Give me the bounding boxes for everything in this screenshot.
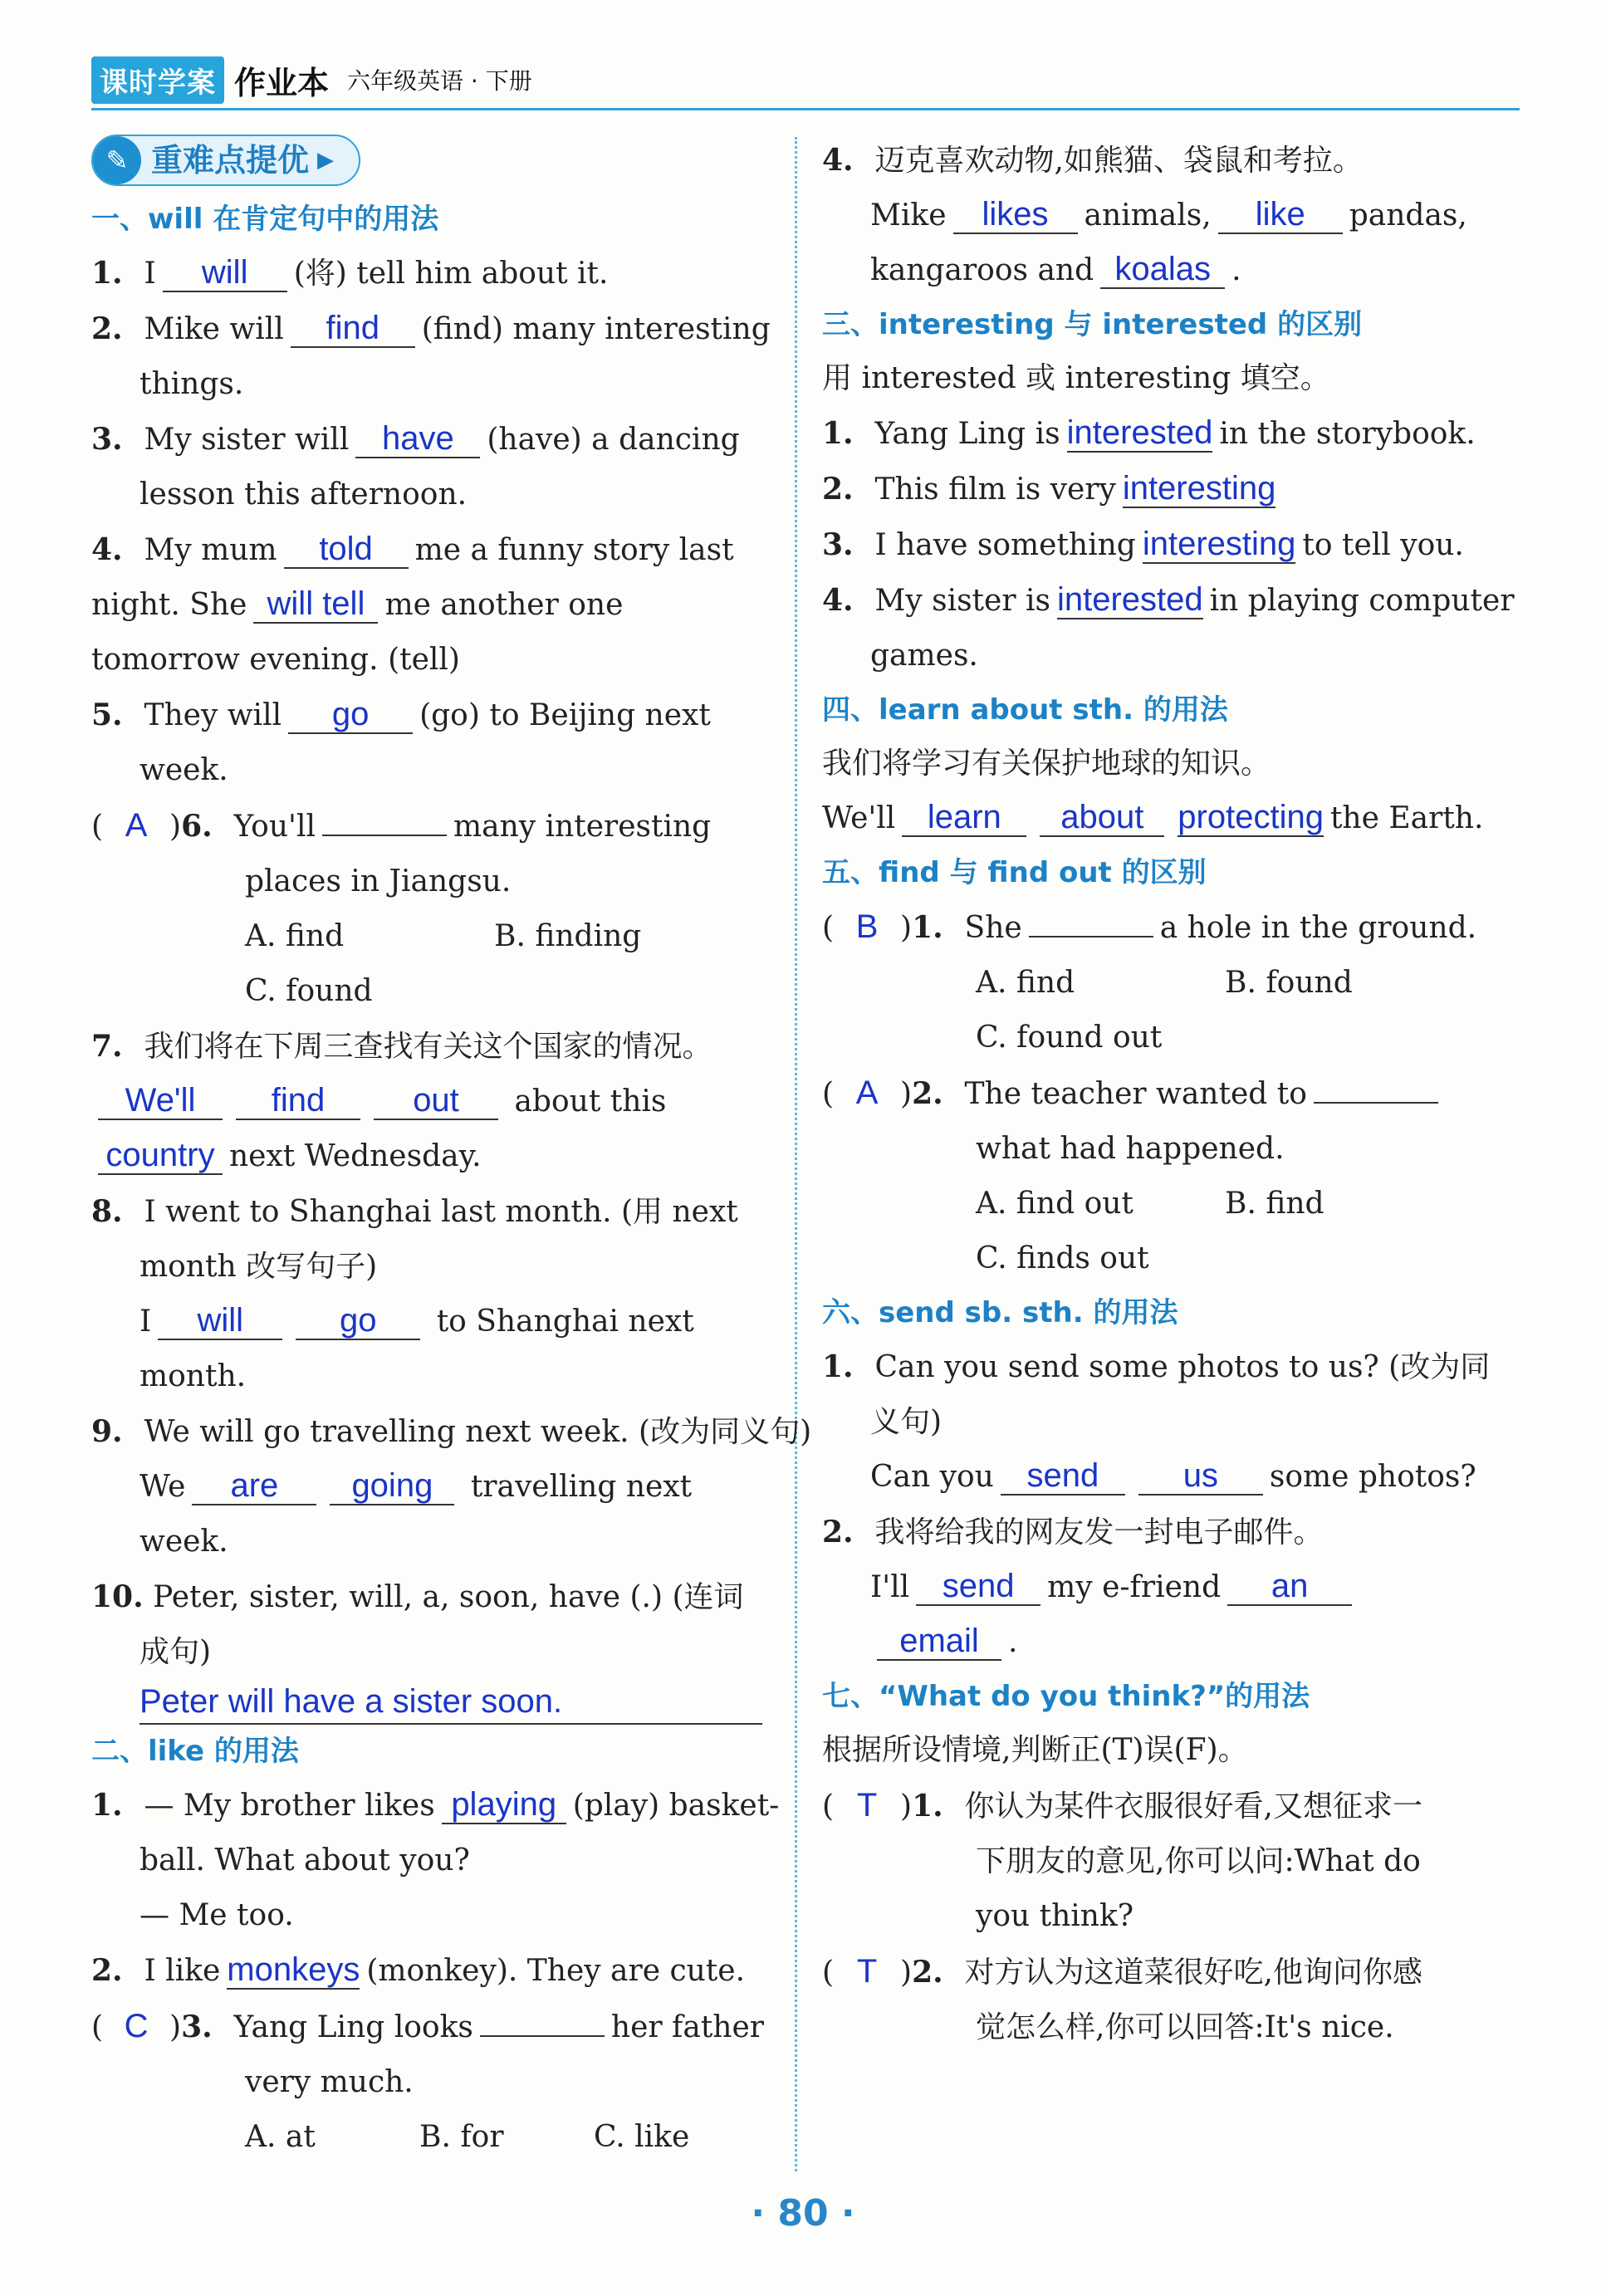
question-cont: 觉怎么样,你可以回答:It's nice. xyxy=(976,2010,1394,2044)
brand-label: 课时学案 xyxy=(91,56,224,104)
instruction: 我们将学习有关保护地球的知识。 xyxy=(822,747,1271,781)
question-cont: things. xyxy=(140,367,244,401)
section-heading: 二、like 的用法 xyxy=(91,1735,299,1768)
question-item: 1. Can you send some photos to us? (改为同 xyxy=(822,1349,1491,1384)
options-row: C. found out xyxy=(976,1021,1163,1055)
answer-line[interactable]: Peter will have a sister soon. xyxy=(140,1680,762,1725)
section-badge xyxy=(91,135,360,186)
question-item: 1. Yang Ling is interested in the storybook. xyxy=(822,414,1476,451)
answer-blank[interactable]: are xyxy=(192,1467,316,1505)
instruction: 根据所设情境,判断正(T)误(F)。 xyxy=(822,1733,1248,1767)
answer-blank[interactable]: email xyxy=(877,1623,1001,1661)
answer-blank[interactable]: will xyxy=(163,254,287,292)
answer-blank[interactable]: find xyxy=(236,1082,360,1120)
answer-blank[interactable]: go xyxy=(288,696,413,734)
section-heading: 一、will 在肯定句中的用法 xyxy=(91,203,439,236)
answer-blank[interactable]: interested xyxy=(1056,581,1203,618)
question-cont: what had happened. xyxy=(976,1132,1285,1166)
right-column xyxy=(822,133,1520,2055)
question-cont: country next Wednesday. xyxy=(91,1129,789,1184)
answer-blank[interactable]: going xyxy=(330,1467,454,1505)
question-cont: week. xyxy=(140,753,228,787)
question-item: ( A )2. The teacher wanted to xyxy=(822,1065,1520,1122)
instruction: 用 interested 或 interesting 填空。 xyxy=(822,361,1330,395)
options-row: C. finds out xyxy=(976,1241,1149,1275)
question-item: 9. We will go travelling next week. (改为同义句) xyxy=(91,1414,812,1449)
answer-blank[interactable]: monkeys xyxy=(227,1951,360,1988)
question-cont: night. She will tell me another one xyxy=(91,585,624,622)
question-item: 2. I like monkeys (monkey). They are cute. xyxy=(91,1951,746,1988)
question-cont: I will go to Shanghai next xyxy=(140,1302,694,1339)
options-row: A. at B. for C. like xyxy=(245,2120,690,2154)
question-cont: We'll find out about this xyxy=(91,1075,789,1129)
question-cont: — Me too. xyxy=(140,1898,294,1932)
question-item: 4. 迈克喜欢动物,如熊猫、袋鼠和考拉。 xyxy=(822,143,1363,178)
badge-label: 重难点提优 xyxy=(151,142,310,179)
answer-blank[interactable]: send xyxy=(916,1568,1040,1606)
question-cont: places in Jiangsu. xyxy=(245,864,512,898)
question-cont: email . xyxy=(822,1615,1520,1670)
question-cont: month. xyxy=(140,1359,247,1393)
answer-blank[interactable]: likes xyxy=(953,196,1078,234)
question-item: We'll learn about protecting the Earth. xyxy=(822,799,1484,835)
empty-blank xyxy=(1314,1102,1438,1104)
answer-blank[interactable]: us xyxy=(1138,1457,1263,1496)
choice-answer[interactable]: B xyxy=(855,908,879,945)
question-item: ( A )6. You'll many interesting xyxy=(91,798,789,854)
question-cont: kangaroos and koalas . xyxy=(870,251,1241,287)
page-number: · 80 · xyxy=(751,2192,855,2235)
question-item: 10. Peter, sister, will, a, soon, have (.) (连词 xyxy=(91,1579,744,1614)
question-item: 1. — My brother likes playing (play) basket- xyxy=(91,1786,780,1823)
question-cont: 成句) xyxy=(140,1635,212,1669)
options-row: A. find B. found xyxy=(976,966,1353,1000)
answer-blank[interactable]: interested xyxy=(1066,414,1213,451)
answer-blank[interactable]: country xyxy=(98,1137,223,1175)
answer-blank[interactable]: like xyxy=(1218,196,1343,234)
question-cont: month 改写句子) xyxy=(140,1250,378,1284)
question-item: 3. I have something interesting to tell you. xyxy=(822,526,1464,562)
options-row: A. find out B. find xyxy=(976,1187,1324,1221)
question-cont: lesson this afternoon. xyxy=(140,477,468,512)
question-item: ( T )2. 对方认为这道菜很好吃,他询问你感 xyxy=(822,1944,1520,2000)
question-cont: Mike likes animals, like pandas, xyxy=(870,196,1467,233)
question-item: 7. 我们将在下周三查找有关这个国家的情况。 xyxy=(91,1029,712,1064)
choice-answer[interactable]: T xyxy=(856,1953,878,1990)
answer-blank[interactable]: an xyxy=(1227,1568,1352,1606)
choice-answer[interactable]: A xyxy=(855,1075,879,1111)
answer-blank[interactable]: out xyxy=(374,1082,498,1120)
question-cont: Can you send us some photos? xyxy=(870,1457,1476,1494)
question-cont: 义句) xyxy=(870,1405,943,1439)
question-cont: you think? xyxy=(976,1899,1134,1933)
empty-blank xyxy=(1029,936,1153,937)
question-cont: We are going travelling next xyxy=(140,1467,693,1504)
answer-blank[interactable]: interesting xyxy=(1142,526,1296,562)
answer-blank[interactable]: will xyxy=(158,1302,282,1340)
question-cont: tomorrow evening. (tell) xyxy=(91,643,460,677)
question-item: 3. My sister will have (have) a dancing xyxy=(91,420,740,457)
question-cont: 下朋友的意见,你可以问:What do xyxy=(976,1844,1421,1878)
question-item: 2. This film is very interesting xyxy=(822,470,1276,507)
question-item: 5. They will go (go) to Beijing next xyxy=(91,696,711,732)
choice-answer[interactable]: T xyxy=(856,1787,878,1824)
question-item: 1. I will (将) tell him about it. xyxy=(91,254,609,291)
question-cont: games. xyxy=(870,639,978,673)
header-divider xyxy=(91,108,1520,110)
section-heading: 六、send sb. sth. 的用法 xyxy=(822,1296,1178,1329)
question-item: ( T )1. 你认为某件衣服很好看,又想征求一 xyxy=(822,1778,1520,1834)
section-heading: 四、learn about sth. 的用法 xyxy=(822,693,1228,727)
choice-answer[interactable]: C xyxy=(124,2008,149,2044)
choice-answer[interactable]: A xyxy=(125,807,148,844)
empty-blank xyxy=(322,835,447,836)
book-title: 作业本 xyxy=(234,64,330,101)
pencil-icon: ✎ xyxy=(93,136,141,184)
answer-blank[interactable]: interesting xyxy=(1122,470,1276,507)
play-arrow-icon: ▶ xyxy=(317,148,335,173)
answer-blank[interactable]: find xyxy=(291,310,415,348)
question-item: 8. I went to Shanghai last month. (用 next xyxy=(91,1194,738,1229)
question-cont: week. xyxy=(140,1525,228,1559)
question-item: 4. My sister is interested in playing computer xyxy=(822,581,1515,618)
options-row: C. found xyxy=(245,974,373,1008)
empty-blank xyxy=(480,2035,605,2037)
question-cont: ball. What about you? xyxy=(140,1843,470,1877)
left-column xyxy=(91,133,812,2165)
page-header xyxy=(91,56,532,103)
answer-blank[interactable]: koalas xyxy=(1100,251,1225,289)
question-item: 2. Mike will find (find) many interesting xyxy=(91,310,771,346)
answer-blank[interactable]: have xyxy=(355,420,480,458)
column-divider xyxy=(795,137,797,2171)
question-item: 2. 我将给我的网友发一封电子邮件。 xyxy=(822,1515,1324,1549)
question-item: 4. My mum told me a funny story last xyxy=(91,531,734,567)
question-cont: very much. xyxy=(245,2065,414,2099)
answer-blank[interactable]: We'll xyxy=(98,1082,223,1120)
options-row: A. find B. finding xyxy=(245,919,642,953)
answer-blank[interactable]: go xyxy=(296,1302,420,1340)
answer-blank[interactable]: about xyxy=(1040,799,1164,837)
answer-blank[interactable]: protecting xyxy=(1178,799,1324,835)
answer-blank[interactable]: will tell xyxy=(253,585,378,624)
question-cont: I'll send my e-friend an xyxy=(822,1560,1520,1615)
book-subtitle: 六年级英语 · 下册 xyxy=(347,67,532,95)
section-heading: 三、interesting 与 interested 的区别 xyxy=(822,308,1363,341)
answer-blank[interactable]: learn xyxy=(902,799,1026,837)
answer-blank[interactable]: playing xyxy=(442,1786,566,1824)
answer-blank[interactable]: told xyxy=(284,531,409,569)
question-item: ( C )3. Yang Ling looks her father xyxy=(91,1999,789,2055)
question-item: ( B )1. She a hole in the ground. xyxy=(822,899,1520,956)
answer-blank[interactable]: send xyxy=(1001,1457,1125,1496)
section-heading: 五、find 与 find out 的区别 xyxy=(822,856,1207,889)
section-heading: 七、“What do you think?”的用法 xyxy=(822,1680,1310,1713)
